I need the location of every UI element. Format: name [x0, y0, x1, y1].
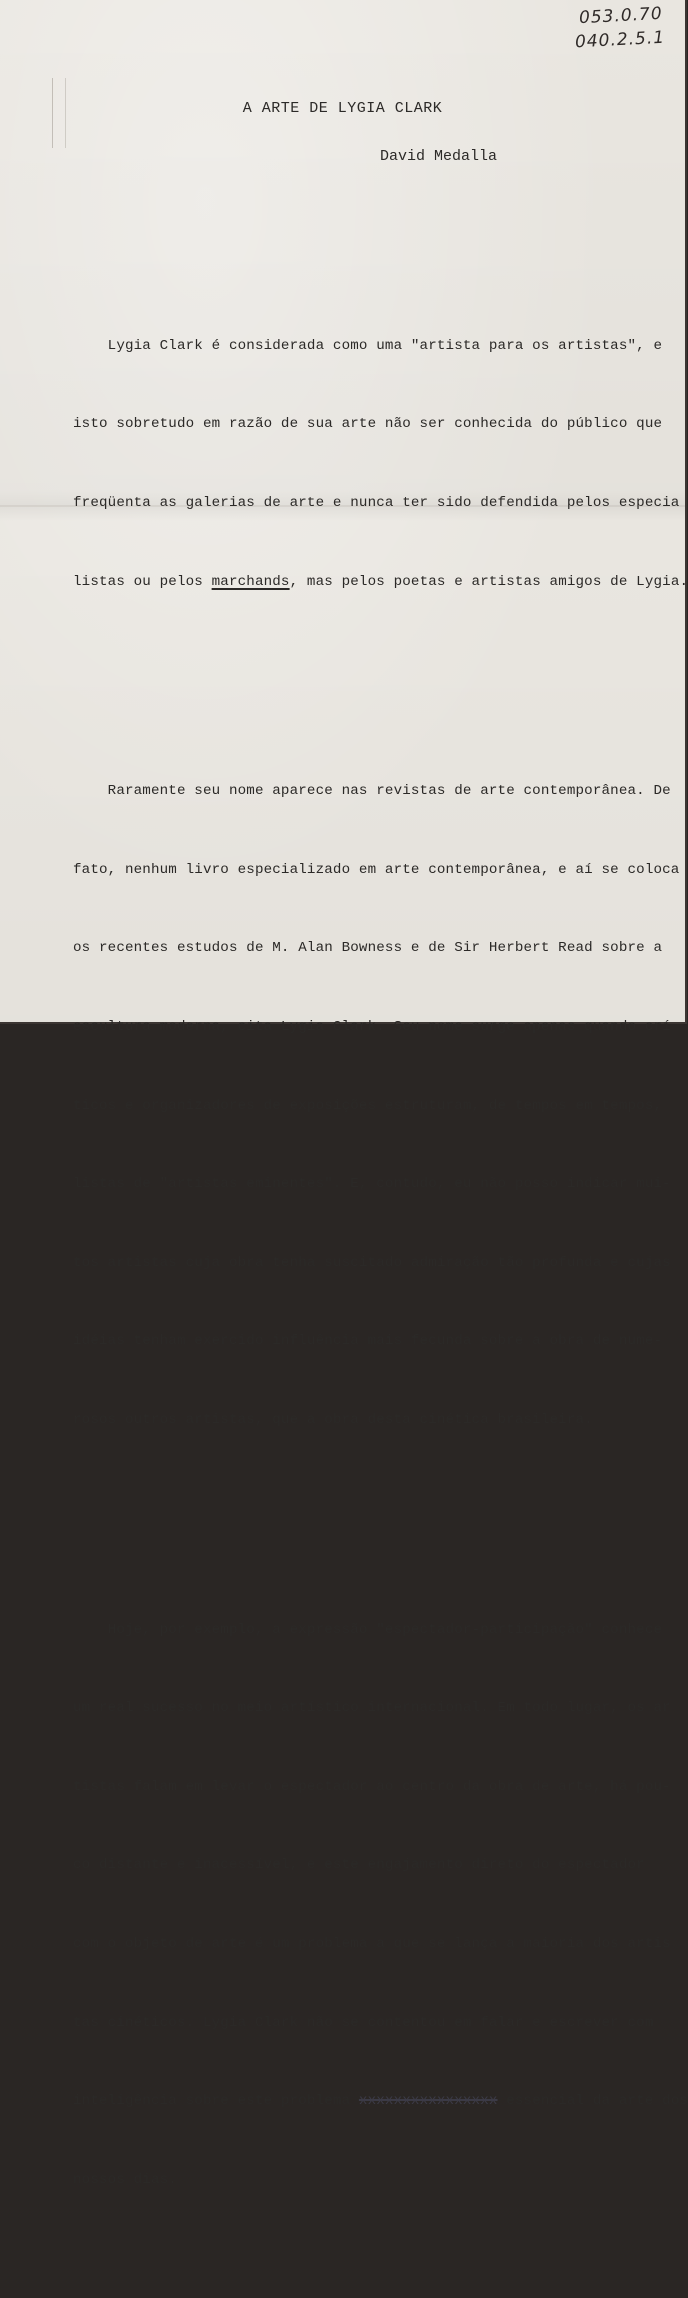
text-line: idéias tenham exercido influência mais fecunda sobre a obra de nume- — [73, 1333, 663, 1350]
text-line-mixed — [73, 569, 688, 595]
text-line: isto sobretudo em razão de sua arte não ser conhecida do público que — [73, 416, 663, 433]
text-line: os recentes estudos de M. Alan Bowness e de Sir Herbert Read sobre a — [73, 940, 663, 957]
text-line: Lygia Clark é considerada como uma "artista para os artistas", e — [73, 337, 663, 354]
text-line: nossos dias. — [73, 2171, 177, 2188]
text-line: rosos outros artistas, que a obra desta cinética brasileira. — [73, 1411, 593, 1428]
underlined-word: marchands — [211, 573, 290, 590]
text-fragment: inteligência sobre este problema — [73, 2093, 359, 2110]
paragraph-1 — [73, 280, 688, 647]
text-line: um real sucesso no meio artístico internacional. Em todo lugar, os ar — [73, 1700, 671, 1717]
text-line: com o objeto de arte é um problema a que se lança a maioria dos artis — [73, 1935, 671, 1952]
struck-through-text: xxxxxxxxxxxxxxxx — [358, 2093, 498, 2110]
text-line: tas cinéticos. Lygia Clark não se contentou em falar e escrever com — [73, 2014, 654, 2031]
document-author: David Medalla — [380, 148, 498, 165]
paragraph-3 — [73, 1564, 688, 2245]
text-line: tistas falam em levar o espectador ao centro da obra de arte, há pou- — [73, 1778, 671, 1795]
document-body — [73, 228, 688, 2298]
archive-code-secondary: 040.2.5.1 — [574, 27, 666, 53]
text-line: ticos e organizadores de exposições estruturam, de tempos em tempos, — [73, 1097, 663, 1114]
text-line: escultura moderna, cita Lygia Clark. Seu nome surge apenas quando crí — [73, 1018, 671, 1035]
text-line: Hoje, por exemplo, a expressão "espectador-participação" conhece — [73, 1621, 663, 1638]
text-fragment: listas ou pelos — [73, 573, 212, 590]
text-fragment: , mas pelos poetas e artistas amigos de Lygia. — [289, 573, 688, 590]
archive-code-primary: 053.0.70 — [578, 3, 664, 29]
text-line: freqüenta as galerias de arte e nunca ter sido defendida pelos especia — [73, 495, 680, 511]
document-title: A ARTE DE LYGIA CLARK — [242, 100, 443, 117]
text-line: fato, nenhum livro especializado em arte contemporânea, e aí se coloca — [73, 861, 680, 878]
text-line: co distante e inacessível, e este engajamento direto do espectador — [73, 1857, 645, 1874]
paragraph-2 — [73, 726, 680, 1486]
text-line-mixed — [73, 2088, 688, 2114]
text-line: listas de "artistas eminentes". E, contudo, eu não posso indicar mui- — [73, 1176, 671, 1193]
text-line: Raramente seu nome aparece nas revistas de arte contemporânea. De — [73, 783, 671, 800]
text-line: tos artistas cuja obra tenha suscitado admiração tão profunda e cujas — [73, 1254, 671, 1271]
text-fragment: essencial da arte dos — [497, 2093, 688, 2110]
